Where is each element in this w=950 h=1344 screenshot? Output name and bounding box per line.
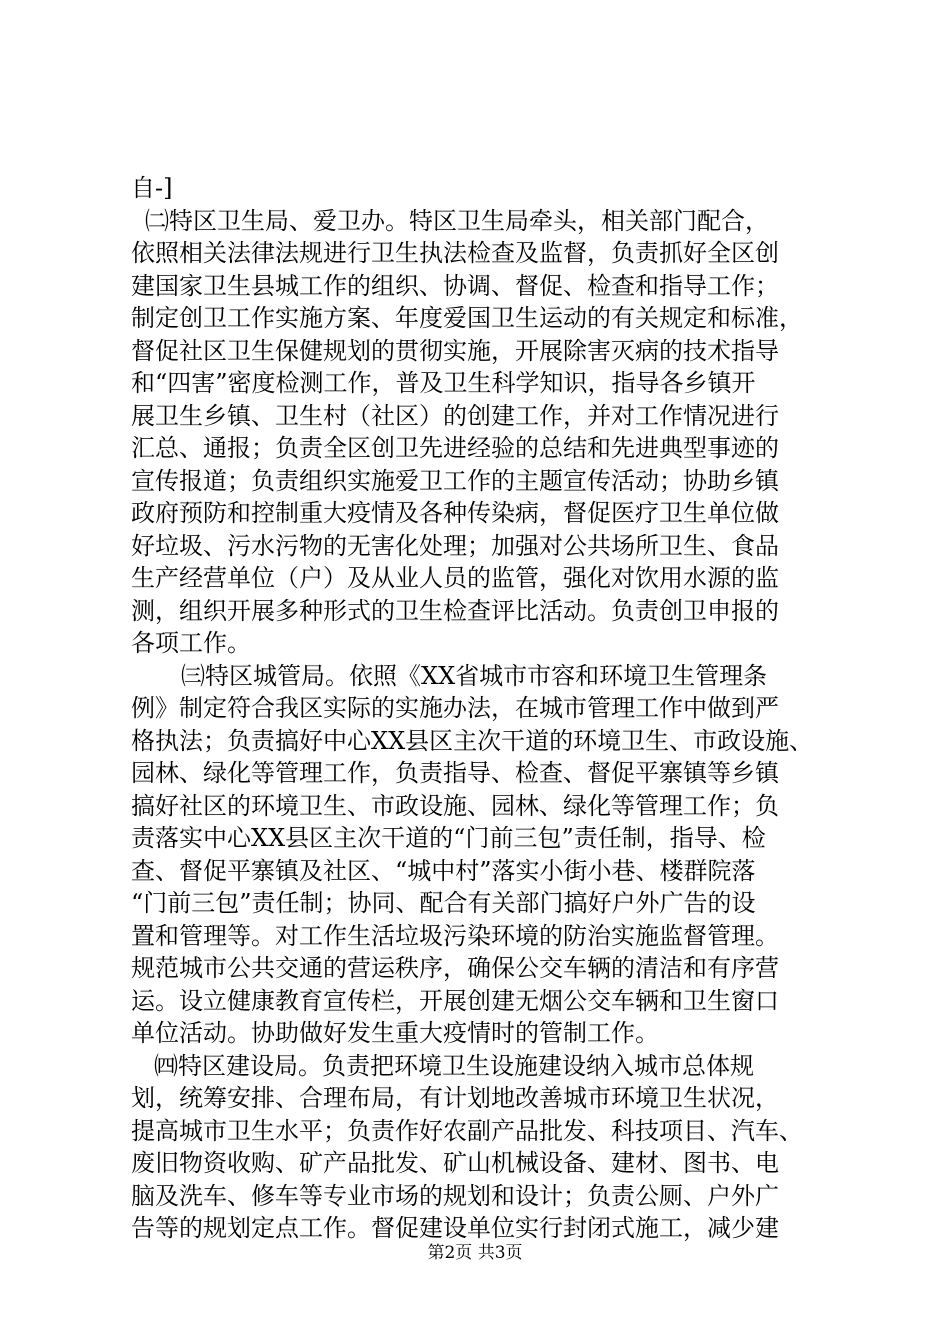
text-line: 政府预防和控制重大疫情及各种传染病，督促医疗卫生单位做 xyxy=(131,499,779,527)
text-line: 搞好社区的环境卫生、市政设施、园林、绿化等管理工作；负 xyxy=(131,791,779,820)
text-line: 各项工作。 xyxy=(131,629,251,657)
text-line: 提高城市卫生水平；负责作好农副产品批发、科技项目、汽车、 xyxy=(131,1116,803,1145)
text-line: 划，统筹安排、合理布局，有计划地改善城市环境卫生状况， xyxy=(131,1084,779,1112)
text-line: 汇总、通报；负责全区创卫先进经验的总结和先进典型事迹的 xyxy=(131,434,779,462)
text-line: 和“四害”密度检测工作，普及卫生科学知识，指导各乡镇开 xyxy=(131,369,756,397)
text-line: 查、督促平寨镇及社区、“城中村”落实小街小巷、楼群院落 xyxy=(131,856,756,885)
text-line: 告等的规划定点工作。督促建设单位实行封闭式施工，减少建 xyxy=(131,1214,779,1242)
text-line: 单位活动。协助做好发生重大疫情时的管制工作。 xyxy=(131,1019,659,1047)
text-line: 制定创卫工作实施方案、年度爱国卫生运动的有关规定和标准， xyxy=(131,304,803,332)
text-line: 例》制定符合我区实际的实施办法，在城市管理工作中做到严 xyxy=(131,694,779,722)
text-line: 好垃圾、污水污物的无害化处理；加强对公共场所卫生、食品 xyxy=(131,531,779,560)
text-line: 测，组织开展多种形式的卫生检查评比活动。负责创卫申报的 xyxy=(131,596,779,625)
text-line: 格执法；负责搞好中心XX县区主次干道的环境卫生、市政设施、 xyxy=(131,726,814,755)
text-line: 脑及洗车、修车等专业市场的规划和设计；负责公厕、户外广 xyxy=(131,1181,779,1210)
text-line: 规范城市公共交通的营运秩序，确保公交车辆的清洁和有序营 xyxy=(131,954,779,982)
page-number-footer: 第2页 共3页 xyxy=(427,1243,523,1263)
text-line: 依照相关法律法规进行卫生执法检查及监督，负责抓好全区创 xyxy=(131,239,779,267)
text-line: 宣传报道；负责组织实施爱卫工作的主题宣传活动；协助乡镇 xyxy=(131,466,779,495)
text-line: 督促社区卫生保健规划的贯彻实施，开展除害灭病的技术指导 xyxy=(131,336,779,365)
text-line: ㈢特区城管局。依照《XX省城市市容和环境卫生管理条 xyxy=(181,661,768,690)
text-line: “门前三包”责任制；协同、配合有关部门搞好户外广告的设 xyxy=(131,889,756,917)
text-line: ㈡特区卫生局、爱卫办。特区卫生局牵头，相关部门配合， xyxy=(145,206,769,235)
text-line: 运。设立健康教育宣传栏，开展创建无烟公交车辆和卫生窗口 xyxy=(131,986,779,1015)
text-line: 生产经营单位（户）及从业人员的监管，强化对饮用水源的监 xyxy=(131,564,779,592)
text-line: 展卫生乡镇、卫生村（社区）的创建工作，并对工作情况进行 xyxy=(131,401,779,430)
text-line: 责落实中心XX县区主次干道的“门前三包”责任制，指导、检 xyxy=(131,824,766,852)
text-line: 置和管理等。对工作生活垃圾污染环境的防治实施监督管理。 xyxy=(131,921,779,950)
body-text xyxy=(131,172,831,1245)
text-line: 园林、绿化等管理工作，负责指导、检查、督促平寨镇等乡镇 xyxy=(131,759,779,787)
text-line: 废旧物资收购、矿产品批发、矿山机械设备、建材、图书、电 xyxy=(131,1149,779,1177)
text-line: ㈣特区建设局。负责把环境卫生设施建设纳入城市总体规 xyxy=(154,1051,754,1080)
text-line: 建国家卫生县城工作的组织、协调、督促、检查和指导工作； xyxy=(131,271,779,300)
text-line: 自-] xyxy=(131,174,173,202)
